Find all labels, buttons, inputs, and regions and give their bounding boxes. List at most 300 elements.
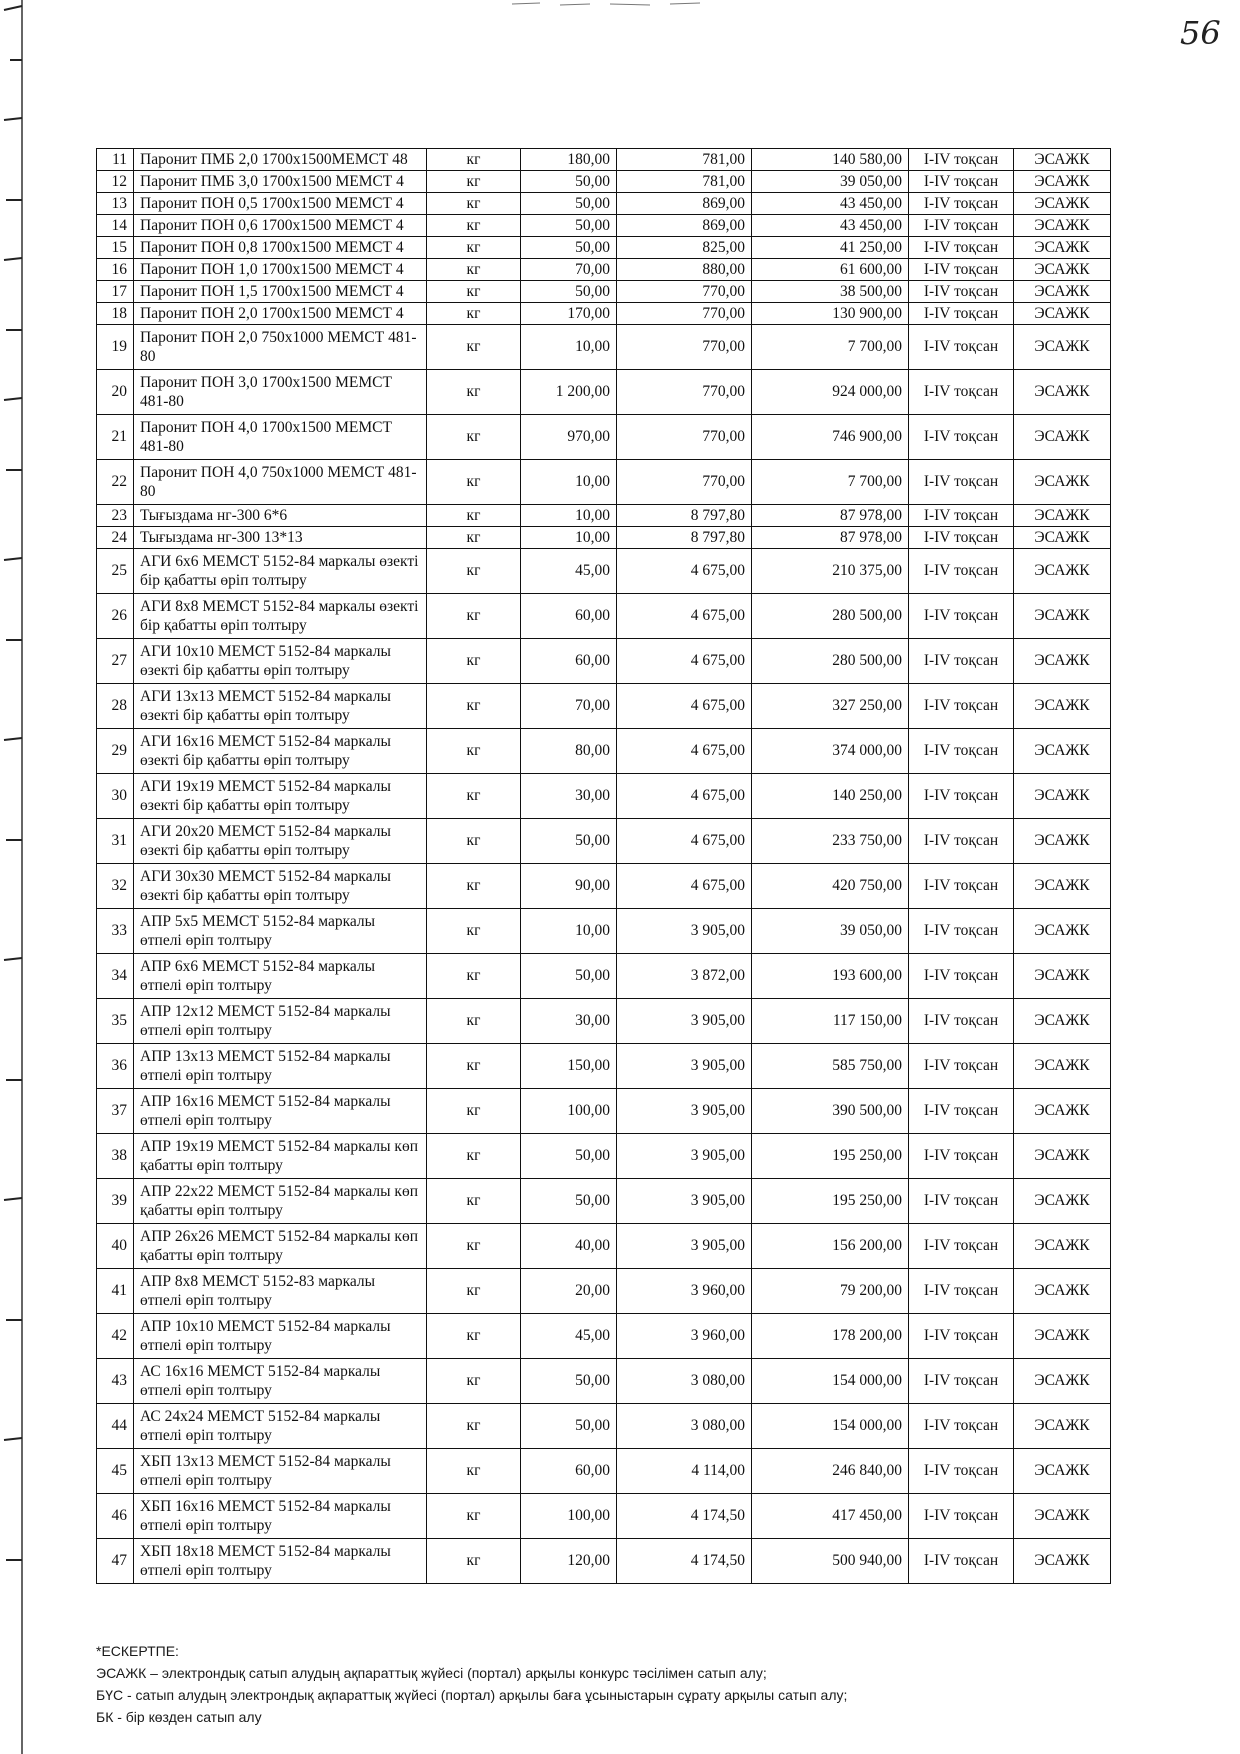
delivery-period-cell: І-ІV тоқсан	[909, 999, 1014, 1044]
quantity-cell: 170,00	[521, 303, 617, 325]
delivery-period-cell: І-ІV тоқсан	[909, 1359, 1014, 1404]
row-number-cell: 21	[97, 415, 134, 460]
unit-cell: кг	[427, 505, 521, 527]
quantity-cell: 50,00	[521, 954, 617, 999]
table-row	[97, 1269, 1111, 1314]
table-row	[97, 149, 1111, 171]
delivery-period-cell: І-ІV тоқсан	[909, 1404, 1014, 1449]
quantity-cell: 10,00	[521, 325, 617, 370]
unit-cell: кг	[427, 1359, 521, 1404]
item-name-cell: АГИ 6х6 МЕМСТ 5152-84 маркалы өзекті бір қабатты өріп толтыру	[134, 549, 427, 594]
total-amount-cell: 924 000,00	[752, 370, 909, 415]
procurement-method-cell: ЭСАЖК	[1014, 1224, 1111, 1269]
unit-cell: кг	[427, 909, 521, 954]
row-number-cell: 31	[97, 819, 134, 864]
procurement-method-cell: ЭСАЖК	[1014, 729, 1111, 774]
unit-cell: кг	[427, 1044, 521, 1089]
total-amount-cell: 280 500,00	[752, 594, 909, 639]
delivery-period-cell: І-ІV тоқсан	[909, 325, 1014, 370]
total-amount-cell: 210 375,00	[752, 549, 909, 594]
delivery-period-cell: І-ІV тоқсан	[909, 774, 1014, 819]
item-name-cell: Паронит ПОН 2,0 750х1000 МЕМСТ 481-80	[134, 325, 427, 370]
delivery-period-cell: І-ІV тоқсан	[909, 193, 1014, 215]
total-amount-cell: 390 500,00	[752, 1089, 909, 1134]
procurement-method-cell: ЭСАЖК	[1014, 774, 1111, 819]
delivery-period-cell: І-ІV тоқсан	[909, 729, 1014, 774]
delivery-period-cell: І-ІV тоқсан	[909, 1044, 1014, 1089]
item-name-cell: АПР 16х16 МЕМСТ 5152-84 маркалы өтпелі өріп толтыру	[134, 1089, 427, 1134]
quantity-cell: 90,00	[521, 864, 617, 909]
table-row	[97, 774, 1111, 819]
table-row	[97, 1404, 1111, 1449]
row-number-cell: 30	[97, 774, 134, 819]
unit-cell: кг	[427, 954, 521, 999]
unit-cell: кг	[427, 729, 521, 774]
quantity-cell: 60,00	[521, 594, 617, 639]
procurement-method-cell: ЭСАЖК	[1014, 549, 1111, 594]
procurement-method-cell: ЭСАЖК	[1014, 1314, 1111, 1359]
total-amount-cell: 140 580,00	[752, 149, 909, 171]
quantity-cell: 50,00	[521, 819, 617, 864]
items-table-body	[97, 149, 1111, 1584]
unit-price-cell: 770,00	[617, 303, 752, 325]
procurement-method-cell: ЭСАЖК	[1014, 1359, 1111, 1404]
unit-cell: кг	[427, 370, 521, 415]
unit-price-cell: 4 675,00	[617, 729, 752, 774]
item-name-cell: АПР 12х12 МЕМСТ 5152-84 маркалы өтпелі өріп толтыру	[134, 999, 427, 1044]
total-amount-cell: 585 750,00	[752, 1044, 909, 1089]
procurement-method-cell: ЭСАЖК	[1014, 370, 1111, 415]
item-name-cell: АПР 10х10 МЕМСТ 5152-84 маркалы өтпелі өріп толтыру	[134, 1314, 427, 1359]
unit-cell: кг	[427, 1539, 521, 1584]
total-amount-cell: 154 000,00	[752, 1359, 909, 1404]
delivery-period-cell: І-ІV тоқсан	[909, 864, 1014, 909]
row-number-cell: 27	[97, 639, 134, 684]
notes-line-esazhk: ЭСАЖК – электрондық сатып алудың ақпараттық жүйесі (портал) арқылы конкурс тәсілімен сатып алу;	[96, 1665, 767, 1681]
delivery-period-cell: І-ІV тоқсан	[909, 909, 1014, 954]
row-number-cell: 37	[97, 1089, 134, 1134]
delivery-period-cell: І-ІV тоқсан	[909, 1179, 1014, 1224]
row-number-cell: 28	[97, 684, 134, 729]
procurement-method-cell: ЭСАЖК	[1014, 460, 1111, 505]
procurement-method-cell: ЭСАЖК	[1014, 1449, 1111, 1494]
item-name-cell: АПР 6х6 МЕМСТ 5152-84 маркалы өтпелі өріп толтыру	[134, 954, 427, 999]
delivery-period-cell: І-ІV тоқсан	[909, 1314, 1014, 1359]
quantity-cell: 10,00	[521, 527, 617, 549]
total-amount-cell: 500 940,00	[752, 1539, 909, 1584]
unit-cell: кг	[427, 1224, 521, 1269]
unit-cell: кг	[427, 684, 521, 729]
unit-price-cell: 8 797,80	[617, 527, 752, 549]
quantity-cell: 150,00	[521, 1044, 617, 1089]
item-name-cell: Паронит ПОН 1,5 1700х1500 МЕМСТ 4	[134, 281, 427, 303]
unit-price-cell: 770,00	[617, 325, 752, 370]
item-name-cell: Тығыздама нг-300 13*13	[134, 527, 427, 549]
total-amount-cell: 417 450,00	[752, 1494, 909, 1539]
quantity-cell: 70,00	[521, 684, 617, 729]
delivery-period-cell: І-ІV тоқсан	[909, 460, 1014, 505]
table-row	[97, 954, 1111, 999]
item-name-cell: АПР 13х13 МЕМСТ 5152-84 маркалы өтпелі өріп толтыру	[134, 1044, 427, 1089]
quantity-cell: 100,00	[521, 1089, 617, 1134]
unit-price-cell: 781,00	[617, 149, 752, 171]
unit-cell: кг	[427, 259, 521, 281]
item-name-cell: Паронит ПОН 0,8 1700х1500 МЕМСТ 4	[134, 237, 427, 259]
row-number-cell: 44	[97, 1404, 134, 1449]
item-name-cell: АПР 22х22 МЕМСТ 5152-84 маркалы көп қабатты өріп толтыру	[134, 1179, 427, 1224]
row-number-cell: 34	[97, 954, 134, 999]
table-row	[97, 639, 1111, 684]
notes-heading: *ЕСКЕРТПЕ:	[96, 1643, 179, 1659]
unit-price-cell: 4 174,50	[617, 1494, 752, 1539]
table-row	[97, 864, 1111, 909]
item-name-cell: Паронит ПМБ 3,0 1700х1500 МЕМСТ 4	[134, 171, 427, 193]
item-name-cell: ХБП 16х16 МЕМСТ 5152-84 маркалы өтпелі өріп толтыру	[134, 1494, 427, 1539]
item-name-cell: АГИ 16х16 МЕМСТ 5152-84 маркалы өзекті бір қабатты өріп толтыру	[134, 729, 427, 774]
delivery-period-cell: І-ІV тоқсан	[909, 259, 1014, 281]
item-name-cell: АПР 8х8 МЕМСТ 5152-83 маркалы өтпелі өріп толтыру	[134, 1269, 427, 1314]
quantity-cell: 60,00	[521, 639, 617, 684]
unit-price-cell: 3 080,00	[617, 1359, 752, 1404]
row-number-cell: 20	[97, 370, 134, 415]
unit-cell: кг	[427, 1134, 521, 1179]
row-number-cell: 43	[97, 1359, 134, 1404]
table-row	[97, 909, 1111, 954]
table-row	[97, 1314, 1111, 1359]
procurement-method-cell: ЭСАЖК	[1014, 864, 1111, 909]
page-number: 56	[1180, 14, 1221, 52]
unit-cell: кг	[427, 1269, 521, 1314]
unit-cell: кг	[427, 1314, 521, 1359]
procurement-method-cell: ЭСАЖК	[1014, 909, 1111, 954]
unit-cell: кг	[427, 594, 521, 639]
total-amount-cell: 7 700,00	[752, 460, 909, 505]
unit-cell: кг	[427, 999, 521, 1044]
unit-price-cell: 4 675,00	[617, 594, 752, 639]
unit-price-cell: 781,00	[617, 171, 752, 193]
procurement-method-cell: ЭСАЖК	[1014, 639, 1111, 684]
delivery-period-cell: І-ІV тоқсан	[909, 415, 1014, 460]
delivery-period-cell: І-ІV тоқсан	[909, 639, 1014, 684]
table-row	[97, 370, 1111, 415]
delivery-period-cell: І-ІV тоқсан	[909, 819, 1014, 864]
total-amount-cell: 746 900,00	[752, 415, 909, 460]
quantity-cell: 180,00	[521, 149, 617, 171]
total-amount-cell: 7 700,00	[752, 325, 909, 370]
table-row	[97, 237, 1111, 259]
quantity-cell: 10,00	[521, 505, 617, 527]
total-amount-cell: 195 250,00	[752, 1179, 909, 1224]
table-row	[97, 594, 1111, 639]
row-number-cell: 12	[97, 171, 134, 193]
total-amount-cell: 156 200,00	[752, 1224, 909, 1269]
delivery-period-cell: І-ІV тоқсан	[909, 1494, 1014, 1539]
table-row	[97, 684, 1111, 729]
unit-cell: кг	[427, 1449, 521, 1494]
item-name-cell: АПР 26х26 МЕМСТ 5152-84 маркалы көп қабатты өріп толтыру	[134, 1224, 427, 1269]
unit-price-cell: 880,00	[617, 259, 752, 281]
table-row	[97, 259, 1111, 281]
table-row	[97, 193, 1111, 215]
procurement-method-cell: ЭСАЖК	[1014, 505, 1111, 527]
delivery-period-cell: І-ІV тоқсан	[909, 281, 1014, 303]
item-name-cell: Паронит ПОН 0,6 1700х1500 МЕМСТ 4	[134, 215, 427, 237]
row-number-cell: 23	[97, 505, 134, 527]
procurement-method-cell: ЭСАЖК	[1014, 1179, 1111, 1224]
unit-cell: кг	[427, 171, 521, 193]
row-number-cell: 14	[97, 215, 134, 237]
row-number-cell: 29	[97, 729, 134, 774]
item-name-cell: Паронит ПОН 4,0 750х1000 МЕМСТ 481-80	[134, 460, 427, 505]
item-name-cell: АС 24х24 МЕМСТ 5152-84 маркалы өтпелі өріп толтыру	[134, 1404, 427, 1449]
unit-price-cell: 3 080,00	[617, 1404, 752, 1449]
total-amount-cell: 39 050,00	[752, 171, 909, 193]
table-row	[97, 1359, 1111, 1404]
delivery-period-cell: І-ІV тоқсан	[909, 1449, 1014, 1494]
unit-price-cell: 3 905,00	[617, 1224, 752, 1269]
item-name-cell: АГИ 8х8 МЕМСТ 5152-84 маркалы өзекті бір қабатты өріп толтыру	[134, 594, 427, 639]
quantity-cell: 50,00	[521, 193, 617, 215]
unit-price-cell: 3 872,00	[617, 954, 752, 999]
row-number-cell: 45	[97, 1449, 134, 1494]
quantity-cell: 50,00	[521, 215, 617, 237]
quantity-cell: 50,00	[521, 171, 617, 193]
delivery-period-cell: І-ІV тоқсан	[909, 505, 1014, 527]
quantity-cell: 60,00	[521, 1449, 617, 1494]
unit-cell: кг	[427, 549, 521, 594]
table-row	[97, 819, 1111, 864]
unit-price-cell: 3 960,00	[617, 1269, 752, 1314]
total-amount-cell: 79 200,00	[752, 1269, 909, 1314]
unit-price-cell: 4 675,00	[617, 684, 752, 729]
table-row	[97, 415, 1111, 460]
total-amount-cell: 117 150,00	[752, 999, 909, 1044]
delivery-period-cell: І-ІV тоқсан	[909, 954, 1014, 999]
unit-price-cell: 4 114,00	[617, 1449, 752, 1494]
total-amount-cell: 233 750,00	[752, 819, 909, 864]
procurement-method-cell: ЭСАЖК	[1014, 684, 1111, 729]
unit-price-cell: 4 174,50	[617, 1539, 752, 1584]
unit-price-cell: 869,00	[617, 193, 752, 215]
procurement-method-cell: ЭСАЖК	[1014, 594, 1111, 639]
table-row	[97, 729, 1111, 774]
row-number-cell: 35	[97, 999, 134, 1044]
unit-price-cell: 3 905,00	[617, 999, 752, 1044]
unit-price-cell: 3 905,00	[617, 1044, 752, 1089]
table-row	[97, 549, 1111, 594]
unit-price-cell: 3 960,00	[617, 1314, 752, 1359]
item-name-cell: АПР 19х19 МЕМСТ 5152-84 маркалы көп қабатты өріп толтыру	[134, 1134, 427, 1179]
total-amount-cell: 38 500,00	[752, 281, 909, 303]
row-number-cell: 33	[97, 909, 134, 954]
quantity-cell: 10,00	[521, 909, 617, 954]
total-amount-cell: 61 600,00	[752, 259, 909, 281]
delivery-period-cell: І-ІV тоқсан	[909, 594, 1014, 639]
unit-cell: кг	[427, 281, 521, 303]
unit-cell: кг	[427, 639, 521, 684]
binding-edge	[0, 0, 30, 1754]
item-name-cell: Паронит ПОН 3,0 1700х1500 МЕМСТ 481-80	[134, 370, 427, 415]
total-amount-cell: 195 250,00	[752, 1134, 909, 1179]
unit-cell: кг	[427, 1404, 521, 1449]
row-number-cell: 16	[97, 259, 134, 281]
delivery-period-cell: І-ІV тоқсан	[909, 527, 1014, 549]
row-number-cell: 41	[97, 1269, 134, 1314]
table-row	[97, 527, 1111, 549]
procurement-method-cell: ЭСАЖК	[1014, 1089, 1111, 1134]
quantity-cell: 970,00	[521, 415, 617, 460]
delivery-period-cell: І-ІV тоқсан	[909, 237, 1014, 259]
unit-cell: кг	[427, 864, 521, 909]
item-name-cell: АГИ 19х19 МЕМСТ 5152-84 маркалы өзекті бір қабатты өріп толтыру	[134, 774, 427, 819]
procurement-method-cell: ЭСАЖК	[1014, 325, 1111, 370]
item-name-cell: АПР 5х5 МЕМСТ 5152-84 маркалы өтпелі өріп толтыру	[134, 909, 427, 954]
item-name-cell: Паронит ПОН 0,5 1700х1500 МЕМСТ 4	[134, 193, 427, 215]
unit-price-cell: 4 675,00	[617, 774, 752, 819]
unit-cell: кг	[427, 149, 521, 171]
table-row	[97, 1449, 1111, 1494]
unit-price-cell: 4 675,00	[617, 549, 752, 594]
unit-cell: кг	[427, 1179, 521, 1224]
row-number-cell: 25	[97, 549, 134, 594]
procurement-method-cell: ЭСАЖК	[1014, 281, 1111, 303]
unit-cell: кг	[427, 1089, 521, 1134]
row-number-cell: 22	[97, 460, 134, 505]
unit-cell: кг	[427, 303, 521, 325]
quantity-cell: 120,00	[521, 1539, 617, 1584]
procurement-method-cell: ЭСАЖК	[1014, 1134, 1111, 1179]
top-scribble-mark	[510, 0, 710, 8]
unit-price-cell: 770,00	[617, 415, 752, 460]
delivery-period-cell: І-ІV тоқсан	[909, 149, 1014, 171]
unit-price-cell: 770,00	[617, 370, 752, 415]
procurement-method-cell: ЭСАЖК	[1014, 1044, 1111, 1089]
unit-price-cell: 4 675,00	[617, 864, 752, 909]
total-amount-cell: 41 250,00	[752, 237, 909, 259]
table-row	[97, 1224, 1111, 1269]
delivery-period-cell: І-ІV тоқсан	[909, 1134, 1014, 1179]
delivery-period-cell: І-ІV тоқсан	[909, 370, 1014, 415]
quantity-cell: 45,00	[521, 549, 617, 594]
procurement-method-cell: ЭСАЖК	[1014, 171, 1111, 193]
procurement-method-cell: ЭСАЖК	[1014, 149, 1111, 171]
table-row	[97, 325, 1111, 370]
quantity-cell: 50,00	[521, 281, 617, 303]
row-number-cell: 19	[97, 325, 134, 370]
procurement-method-cell: ЭСАЖК	[1014, 303, 1111, 325]
total-amount-cell: 43 450,00	[752, 215, 909, 237]
table-row	[97, 1134, 1111, 1179]
row-number-cell: 47	[97, 1539, 134, 1584]
procurement-method-cell: ЭСАЖК	[1014, 415, 1111, 460]
table-row	[97, 1494, 1111, 1539]
total-amount-cell: 327 250,00	[752, 684, 909, 729]
item-name-cell: Паронит ПМБ 2,0 1700х1500МЕМСТ 48	[134, 149, 427, 171]
items-table	[96, 148, 1111, 1584]
procurement-method-cell: ЭСАЖК	[1014, 954, 1111, 999]
unit-price-cell: 770,00	[617, 460, 752, 505]
table-row	[97, 1539, 1111, 1584]
table-row	[97, 171, 1111, 193]
row-number-cell: 26	[97, 594, 134, 639]
unit-cell: кг	[427, 215, 521, 237]
procurement-method-cell: ЭСАЖК	[1014, 1269, 1111, 1314]
unit-cell: кг	[427, 325, 521, 370]
item-name-cell: Паронит ПОН 4,0 1700х1500 МЕМСТ 481-80	[134, 415, 427, 460]
row-number-cell: 36	[97, 1044, 134, 1089]
procurement-method-cell: ЭСАЖК	[1014, 819, 1111, 864]
delivery-period-cell: І-ІV тоқсан	[909, 1089, 1014, 1134]
procurement-method-cell: ЭСАЖК	[1014, 237, 1111, 259]
quantity-cell: 30,00	[521, 774, 617, 819]
procurement-method-cell: ЭСАЖК	[1014, 1539, 1111, 1584]
table-row	[97, 215, 1111, 237]
unit-cell: кг	[427, 527, 521, 549]
quantity-cell: 45,00	[521, 1314, 617, 1359]
notes-block	[96, 1640, 1096, 1728]
delivery-period-cell: І-ІV тоқсан	[909, 303, 1014, 325]
procurement-method-cell: ЭСАЖК	[1014, 527, 1111, 549]
procurement-method-cell: ЭСАЖК	[1014, 259, 1111, 281]
unit-cell: кг	[427, 415, 521, 460]
quantity-cell: 50,00	[521, 1179, 617, 1224]
unit-cell: кг	[427, 237, 521, 259]
item-name-cell: Паронит ПОН 1,0 1700х1500 МЕМСТ 4	[134, 259, 427, 281]
unit-cell: кг	[427, 774, 521, 819]
quantity-cell: 20,00	[521, 1269, 617, 1314]
item-name-cell: АГИ 10х10 МЕМСТ 5152-84 маркалы өзекті бір қабатты өріп толтыру	[134, 639, 427, 684]
item-name-cell: АГИ 20х20 МЕМСТ 5152-84 маркалы өзекті бір қабатты өріп толтыру	[134, 819, 427, 864]
row-number-cell: 39	[97, 1179, 134, 1224]
total-amount-cell: 39 050,00	[752, 909, 909, 954]
quantity-cell: 100,00	[521, 1494, 617, 1539]
quantity-cell: 40,00	[521, 1224, 617, 1269]
row-number-cell: 17	[97, 281, 134, 303]
table-row	[97, 303, 1111, 325]
row-number-cell: 15	[97, 237, 134, 259]
unit-cell: кг	[427, 460, 521, 505]
delivery-period-cell: І-ІV тоқсан	[909, 1539, 1014, 1584]
row-number-cell: 13	[97, 193, 134, 215]
unit-price-cell: 3 905,00	[617, 1134, 752, 1179]
quantity-cell: 1 200,00	[521, 370, 617, 415]
procurement-method-cell: ЭСАЖК	[1014, 215, 1111, 237]
unit-price-cell: 770,00	[617, 281, 752, 303]
procurement-method-cell: ЭСАЖК	[1014, 1494, 1111, 1539]
unit-price-cell: 4 675,00	[617, 639, 752, 684]
total-amount-cell: 178 200,00	[752, 1314, 909, 1359]
procurement-method-cell: ЭСАЖК	[1014, 999, 1111, 1044]
row-number-cell: 24	[97, 527, 134, 549]
total-amount-cell: 280 500,00	[752, 639, 909, 684]
total-amount-cell: 140 250,00	[752, 774, 909, 819]
total-amount-cell: 193 600,00	[752, 954, 909, 999]
item-name-cell: АГИ 13х13 МЕМСТ 5152-84 маркалы өзекті бір қабатты өріп толтыру	[134, 684, 427, 729]
unit-cell: кг	[427, 819, 521, 864]
delivery-period-cell: І-ІV тоқсан	[909, 171, 1014, 193]
notes-line-bus: БҮС - сатып алудың электрондық ақпараттық жүйесі (портал) арқылы баға ұсыныстарын сұрату арқылы сатып алу;	[96, 1687, 848, 1703]
table-row	[97, 999, 1111, 1044]
row-number-cell: 38	[97, 1134, 134, 1179]
unit-price-cell: 869,00	[617, 215, 752, 237]
notes-line-bk: БК - бір көзден сатып алу	[96, 1709, 262, 1725]
unit-cell: кг	[427, 193, 521, 215]
item-name-cell: АГИ 30х30 МЕМСТ 5152-84 маркалы өзекті бір қабатты өріп толтыру	[134, 864, 427, 909]
item-name-cell: Паронит ПОН 2,0 1700х1500 МЕМСТ 4	[134, 303, 427, 325]
item-name-cell: ХБП 13х13 МЕМСТ 5152-84 маркалы өтпелі өріп толтыру	[134, 1449, 427, 1494]
quantity-cell: 30,00	[521, 999, 617, 1044]
item-name-cell: Тығыздама нг-300 6*6	[134, 505, 427, 527]
